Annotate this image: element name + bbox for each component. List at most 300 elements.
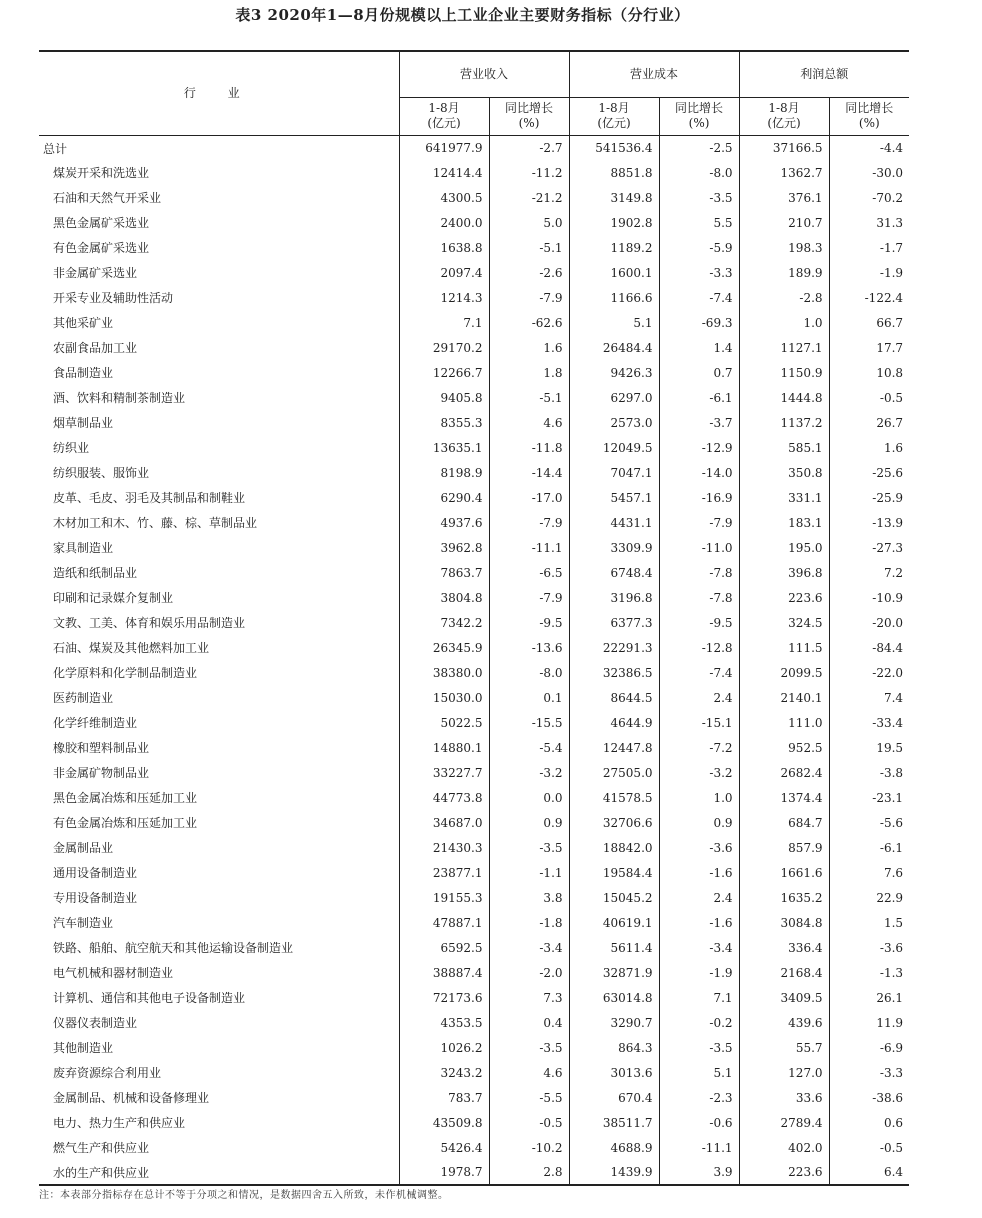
cost-value: 27505.0 <box>569 760 659 785</box>
industry-name: 食品制造业 <box>39 360 399 385</box>
profit-growth: 7.6 <box>883 865 904 880</box>
revenue-growth: -10.2 <box>489 1135 569 1160</box>
profit-growth: 26.7 <box>876 415 904 430</box>
table-row <box>39 960 909 985</box>
cost-value: 5611.4 <box>569 935 659 960</box>
industry-name: 总计 <box>39 135 399 160</box>
profit-value: 2682.4 <box>739 760 829 785</box>
profit-value: 684.7 <box>739 810 829 835</box>
industry-name: 汽车制造业 <box>39 910 399 935</box>
industry-name: 黑色金属矿采选业 <box>39 210 399 235</box>
table-row <box>39 235 909 260</box>
profit-value: 857.9 <box>739 835 829 860</box>
cost-growth: 5.1 <box>659 1060 739 1085</box>
profit-value: 3084.8 <box>739 910 829 935</box>
table-row <box>39 185 909 210</box>
cost-value: 1439.9 <box>569 1160 659 1185</box>
profit-period-header: 1-8月 (亿元) <box>739 97 829 135</box>
revenue-value: 783.7 <box>399 1085 489 1110</box>
profit-growth: -3.8 <box>879 765 904 780</box>
table-row <box>39 335 909 360</box>
profit-growth: -6.9 <box>879 1040 904 1055</box>
cost-value: 63014.8 <box>569 985 659 1010</box>
table-row <box>39 810 909 835</box>
table-row <box>39 760 909 785</box>
cost-value: 9426.3 <box>569 360 659 385</box>
profit-value: 223.6 <box>739 585 829 610</box>
cost-growth: -5.9 <box>659 235 739 260</box>
industry-name: 有色金属冶炼和压延加工业 <box>39 810 399 835</box>
cost-growth: 3.9 <box>659 1160 739 1185</box>
revenue-growth: 0.4 <box>489 1010 569 1035</box>
profit-growth: 22.9 <box>876 890 904 905</box>
industry-name: 纺织业 <box>39 435 399 460</box>
profit-growth: 31.3 <box>876 215 904 230</box>
revenue-value: 15030.0 <box>399 685 489 710</box>
cost-growth: 1.0 <box>659 785 739 810</box>
revenue-growth: 5.0 <box>489 210 569 235</box>
revenue-growth: -7.9 <box>489 585 569 610</box>
revenue-value: 23877.1 <box>399 860 489 885</box>
industry-name: 铁路、船舶、航空航天和其他运输设备制造业 <box>39 935 399 960</box>
table-row <box>39 535 909 560</box>
profit-value: 1362.7 <box>739 160 829 185</box>
industry-name: 开采专业及辅助性活动 <box>39 285 399 310</box>
profit-growth: -27.3 <box>872 540 904 555</box>
cost-growth: 1.4 <box>659 335 739 360</box>
revenue-growth: -5.1 <box>489 385 569 410</box>
profit-value: 111.5 <box>739 635 829 660</box>
profit-growth: -1.3 <box>879 965 904 980</box>
profit-growth: 7.2 <box>883 565 904 580</box>
revenue-growth: -2.6 <box>489 260 569 285</box>
cost-growth: -3.6 <box>659 835 739 860</box>
industry-name: 皮革、毛皮、羽毛及其制品和制鞋业 <box>39 485 399 510</box>
profit-growth: 1.6 <box>883 440 904 455</box>
revenue-growth: 4.6 <box>489 1060 569 1085</box>
revenue-value: 1026.2 <box>399 1035 489 1060</box>
revenue-value: 4353.5 <box>399 1010 489 1035</box>
profit-growth: -5.6 <box>879 815 904 830</box>
table-row <box>39 710 909 735</box>
revenue-value: 33227.7 <box>399 760 489 785</box>
industry-name: 金属制品业 <box>39 835 399 860</box>
profit-growth: -25.9 <box>872 490 904 505</box>
industry-name: 橡胶和塑料制品业 <box>39 735 399 760</box>
revenue-group-header: 营业收入 <box>399 51 569 97</box>
table-row <box>39 885 909 910</box>
table-row <box>39 1035 909 1060</box>
cost-value: 5.1 <box>569 310 659 335</box>
revenue-growth: -9.5 <box>489 610 569 635</box>
profit-growth: 1.5 <box>883 915 904 930</box>
industry-name: 煤炭开采和洗选业 <box>39 160 399 185</box>
revenue-value: 7342.2 <box>399 610 489 635</box>
industry-name: 化学纤维制造业 <box>39 710 399 735</box>
table-row <box>39 1060 909 1085</box>
revenue-growth: -2.7 <box>489 135 569 160</box>
revenue-value: 6592.5 <box>399 935 489 960</box>
revenue-value: 8198.9 <box>399 460 489 485</box>
cost-value: 12049.5 <box>569 435 659 460</box>
revenue-growth: -5.4 <box>489 735 569 760</box>
revenue-growth: 0.1 <box>489 685 569 710</box>
revenue-value: 7863.7 <box>399 560 489 585</box>
table-row <box>39 385 909 410</box>
profit-value: 2140.1 <box>739 685 829 710</box>
cost-growth: -1.6 <box>659 910 739 935</box>
revenue-value: 47887.1 <box>399 910 489 935</box>
cost-growth: -14.0 <box>659 460 739 485</box>
revenue-growth: -11.8 <box>489 435 569 460</box>
revenue-growth: -11.2 <box>489 160 569 185</box>
profit-value: 1.0 <box>739 310 829 335</box>
table-row <box>39 135 909 160</box>
cost-value: 32871.9 <box>569 960 659 985</box>
profit-growth: -33.4 <box>872 715 904 730</box>
profit-growth: -1.9 <box>879 265 904 280</box>
profit-growth: -6.1 <box>879 840 904 855</box>
profit-growth: -20.0 <box>872 615 904 630</box>
cost-growth: -16.9 <box>659 485 739 510</box>
profit-growth: -25.6 <box>872 465 904 480</box>
table-title: 表3 2020年1—8月份规模以上工业企业主要财务指标（分行业） <box>235 6 690 24</box>
profit-growth: -30.0 <box>872 165 904 180</box>
cost-value: 7047.1 <box>569 460 659 485</box>
revenue-period-header: 1-8月 (亿元) <box>399 97 489 135</box>
revenue-value: 12266.7 <box>399 360 489 385</box>
cost-value: 22291.3 <box>569 635 659 660</box>
cost-value: 541536.4 <box>569 135 659 160</box>
industry-name: 其他采矿业 <box>39 310 399 335</box>
cost-growth: -12.9 <box>659 435 739 460</box>
revenue-value: 19155.3 <box>399 885 489 910</box>
industry-name: 纺织服装、服饰业 <box>39 460 399 485</box>
revenue-growth: 1.6 <box>489 335 569 360</box>
table-row <box>39 1085 909 1110</box>
cost-growth: -9.5 <box>659 610 739 635</box>
cost-growth: -7.4 <box>659 660 739 685</box>
cost-growth: -8.0 <box>659 160 739 185</box>
revenue-value: 43509.8 <box>399 1110 489 1135</box>
industry-name: 文教、工美、体育和娱乐用品制造业 <box>39 610 399 635</box>
revenue-value: 641977.9 <box>399 135 489 160</box>
cost-growth-header: 同比增长 (%) <box>659 97 739 135</box>
cost-growth: -3.5 <box>659 185 739 210</box>
cost-growth: 2.4 <box>659 885 739 910</box>
profit-growth: 11.9 <box>876 1015 904 1030</box>
table-row <box>39 585 909 610</box>
revenue-value: 4937.6 <box>399 510 489 535</box>
cost-growth: -1.9 <box>659 960 739 985</box>
cost-growth: -7.2 <box>659 735 739 760</box>
profit-growth: 0.6 <box>883 1115 904 1130</box>
cost-growth: 5.5 <box>659 210 739 235</box>
profit-value: 1374.4 <box>739 785 829 810</box>
profit-value: 1150.9 <box>739 360 829 385</box>
cost-value: 6297.0 <box>569 385 659 410</box>
revenue-value: 8355.3 <box>399 410 489 435</box>
profit-growth: -22.0 <box>872 665 904 680</box>
cost-growth: -0.2 <box>659 1010 739 1035</box>
cost-growth: -15.1 <box>659 710 739 735</box>
profit-group-header: 利润总额 <box>739 51 909 97</box>
profit-growth: -4.4 <box>879 141 904 156</box>
table-row <box>39 210 909 235</box>
revenue-value: 4300.5 <box>399 185 489 210</box>
revenue-value: 13635.1 <box>399 435 489 460</box>
cost-value: 18842.0 <box>569 835 659 860</box>
table-row <box>39 560 909 585</box>
table-row <box>39 160 909 185</box>
industry-name: 有色金属矿采选业 <box>39 235 399 260</box>
revenue-growth: 3.8 <box>489 885 569 910</box>
industry-name: 专用设备制造业 <box>39 885 399 910</box>
profit-growth: -3.6 <box>879 940 904 955</box>
cost-growth: -3.3 <box>659 260 739 285</box>
revenue-growth: -5.1 <box>489 235 569 260</box>
cost-value: 8851.8 <box>569 160 659 185</box>
profit-growth: -84.4 <box>872 640 904 655</box>
industry-name: 金属制品、机械和设备修理业 <box>39 1085 399 1110</box>
profit-growth: -3.3 <box>879 1065 904 1080</box>
profit-value: 2168.4 <box>739 960 829 985</box>
cost-growth: -7.8 <box>659 585 739 610</box>
profit-growth: -0.5 <box>879 1140 904 1155</box>
cost-growth: -1.6 <box>659 860 739 885</box>
cost-value: 6748.4 <box>569 560 659 585</box>
profit-value: 331.1 <box>739 485 829 510</box>
profit-growth: -1.7 <box>879 240 904 255</box>
table-row <box>39 635 909 660</box>
revenue-growth: -3.4 <box>489 935 569 960</box>
table-row <box>39 610 909 635</box>
profit-value: 189.9 <box>739 260 829 285</box>
revenue-growth: -1.8 <box>489 910 569 935</box>
profit-growth: 10.8 <box>876 365 904 380</box>
cost-growth: -0.6 <box>659 1110 739 1135</box>
industry-name: 通用设备制造业 <box>39 860 399 885</box>
profit-value: 1444.8 <box>739 385 829 410</box>
cost-growth: -3.7 <box>659 410 739 435</box>
profit-value: 376.1 <box>739 185 829 210</box>
profit-value: 111.0 <box>739 710 829 735</box>
industry-name: 农副食品加工业 <box>39 335 399 360</box>
profit-value: 3409.5 <box>739 985 829 1010</box>
cost-growth: -2.3 <box>659 1085 739 1110</box>
cost-group-header: 营业成本 <box>569 51 739 97</box>
cost-value: 3309.9 <box>569 535 659 560</box>
cost-growth: -3.5 <box>659 1035 739 1060</box>
table-row <box>39 435 909 460</box>
cost-value: 32706.6 <box>569 810 659 835</box>
revenue-value: 1638.8 <box>399 235 489 260</box>
profit-growth: 66.7 <box>876 315 904 330</box>
industry-name: 电力、热力生产和供应业 <box>39 1110 399 1135</box>
profit-value: 350.8 <box>739 460 829 485</box>
cost-growth: -11.1 <box>659 1135 739 1160</box>
industry-name: 燃气生产和供应业 <box>39 1135 399 1160</box>
cost-value: 8644.5 <box>569 685 659 710</box>
table-row <box>39 835 909 860</box>
profit-value: 585.1 <box>739 435 829 460</box>
industry-name: 木材加工和木、竹、藤、棕、草制品业 <box>39 510 399 535</box>
table-row <box>39 985 909 1010</box>
cost-value: 26484.4 <box>569 335 659 360</box>
cost-growth: 0.9 <box>659 810 739 835</box>
cost-value: 6377.3 <box>569 610 659 635</box>
cost-value: 864.3 <box>569 1035 659 1060</box>
cost-value: 4644.9 <box>569 710 659 735</box>
profit-value: 439.6 <box>739 1010 829 1035</box>
revenue-value: 38887.4 <box>399 960 489 985</box>
industry-name: 非金属矿采选业 <box>39 260 399 285</box>
revenue-value: 1978.7 <box>399 1160 489 1185</box>
revenue-growth: -3.5 <box>489 1035 569 1060</box>
profit-value: 1137.2 <box>739 410 829 435</box>
profit-value: 2099.5 <box>739 660 829 685</box>
cost-growth: -7.8 <box>659 560 739 585</box>
industry-name: 计算机、通信和其他电子设备制造业 <box>39 985 399 1010</box>
footnote: 注：本表部分指标存在总计不等于分项之和情况，是数据四舍五入所致，未作机械调整。 <box>39 1190 449 1201</box>
cost-value: 1600.1 <box>569 260 659 285</box>
industry-name: 烟草制品业 <box>39 410 399 435</box>
table-row <box>39 285 909 310</box>
cost-growth: -69.3 <box>659 310 739 335</box>
cost-value: 3196.8 <box>569 585 659 610</box>
financial-indicators-table <box>39 50 909 1186</box>
profit-growth: 17.7 <box>876 340 904 355</box>
cost-value: 1166.6 <box>569 285 659 310</box>
cost-value: 41578.5 <box>569 785 659 810</box>
revenue-value: 29170.2 <box>399 335 489 360</box>
cost-value: 1189.2 <box>569 235 659 260</box>
table-row <box>39 1160 909 1185</box>
cost-growth: 2.4 <box>659 685 739 710</box>
profit-growth: -122.4 <box>864 290 904 305</box>
table-row <box>39 460 909 485</box>
industry-name: 水的生产和供应业 <box>39 1160 399 1185</box>
table-row <box>39 485 909 510</box>
table-row <box>39 860 909 885</box>
revenue-growth: -0.5 <box>489 1110 569 1135</box>
revenue-growth: -13.6 <box>489 635 569 660</box>
profit-growth: 7.4 <box>883 690 904 705</box>
profit-growth: -10.9 <box>872 590 904 605</box>
profit-value: 127.0 <box>739 1060 829 1085</box>
revenue-value: 12414.4 <box>399 160 489 185</box>
revenue-value: 44773.8 <box>399 785 489 810</box>
revenue-growth: -3.2 <box>489 760 569 785</box>
industry-name: 化学原料和化学制品制造业 <box>39 660 399 685</box>
revenue-value: 5022.5 <box>399 710 489 735</box>
profit-growth: -23.1 <box>872 790 904 805</box>
industry-name: 医药制造业 <box>39 685 399 710</box>
profit-value: 210.7 <box>739 210 829 235</box>
cost-value: 38511.7 <box>569 1110 659 1135</box>
industry-column-header: 行 业 <box>39 51 399 135</box>
profit-value: 1635.2 <box>739 885 829 910</box>
revenue-value: 6290.4 <box>399 485 489 510</box>
profit-growth: 26.1 <box>876 990 904 1005</box>
revenue-value: 3804.8 <box>399 585 489 610</box>
industry-name: 黑色金属冶炼和压延加工业 <box>39 785 399 810</box>
industry-name: 仪器仪表制造业 <box>39 1010 399 1035</box>
revenue-value: 21430.3 <box>399 835 489 860</box>
cost-value: 3290.7 <box>569 1010 659 1035</box>
revenue-growth: -2.0 <box>489 960 569 985</box>
revenue-value: 26345.9 <box>399 635 489 660</box>
profit-growth: 19.5 <box>876 740 904 755</box>
cost-growth: -2.5 <box>659 135 739 160</box>
cost-growth: -12.8 <box>659 635 739 660</box>
cost-period-header: 1-8月 (亿元) <box>569 97 659 135</box>
profit-value: -2.8 <box>739 285 829 310</box>
profit-value: 952.5 <box>739 735 829 760</box>
table-row <box>39 1135 909 1160</box>
cost-growth: -3.4 <box>659 935 739 960</box>
cost-growth: -7.9 <box>659 510 739 535</box>
cost-value: 40619.1 <box>569 910 659 935</box>
table-row <box>39 510 909 535</box>
revenue-growth: 1.8 <box>489 360 569 385</box>
revenue-growth: 0.9 <box>489 810 569 835</box>
cost-value: 4431.1 <box>569 510 659 535</box>
profit-value: 55.7 <box>739 1035 829 1060</box>
profit-value: 1127.1 <box>739 335 829 360</box>
profit-growth: -38.6 <box>872 1090 904 1105</box>
revenue-value: 72173.6 <box>399 985 489 1010</box>
table-row <box>39 310 909 335</box>
table-row <box>39 1010 909 1035</box>
cost-value: 4688.9 <box>569 1135 659 1160</box>
cost-value: 5457.1 <box>569 485 659 510</box>
cost-growth: -6.1 <box>659 385 739 410</box>
industry-name: 酒、饮料和精制茶制造业 <box>39 385 399 410</box>
revenue-growth: -15.5 <box>489 710 569 735</box>
revenue-growth: -8.0 <box>489 660 569 685</box>
table-row <box>39 910 909 935</box>
profit-value: 396.8 <box>739 560 829 585</box>
table-row <box>39 360 909 385</box>
revenue-growth: -17.0 <box>489 485 569 510</box>
revenue-growth: 7.3 <box>489 985 569 1010</box>
revenue-value: 3243.2 <box>399 1060 489 1085</box>
table-row <box>39 785 909 810</box>
revenue-value: 9405.8 <box>399 385 489 410</box>
profit-growth-header: 同比增长 (%) <box>829 97 909 135</box>
profit-value: 198.3 <box>739 235 829 260</box>
revenue-value: 1214.3 <box>399 285 489 310</box>
revenue-growth: -3.5 <box>489 835 569 860</box>
profit-value: 324.5 <box>739 610 829 635</box>
industry-name: 石油、煤炭及其他燃料加工业 <box>39 635 399 660</box>
table-row <box>39 410 909 435</box>
profit-value: 183.1 <box>739 510 829 535</box>
industry-name: 造纸和纸制品业 <box>39 560 399 585</box>
profit-value: 33.6 <box>739 1085 829 1110</box>
profit-value: 195.0 <box>739 535 829 560</box>
revenue-growth: -5.5 <box>489 1085 569 1110</box>
revenue-value: 38380.0 <box>399 660 489 685</box>
cost-growth: 7.1 <box>659 985 739 1010</box>
cost-growth: -3.2 <box>659 760 739 785</box>
profit-value: 2789.4 <box>739 1110 829 1135</box>
table-body <box>39 135 909 1185</box>
revenue-growth: -21.2 <box>489 185 569 210</box>
revenue-value: 2400.0 <box>399 210 489 235</box>
industry-name: 印刷和记录媒介复制业 <box>39 585 399 610</box>
